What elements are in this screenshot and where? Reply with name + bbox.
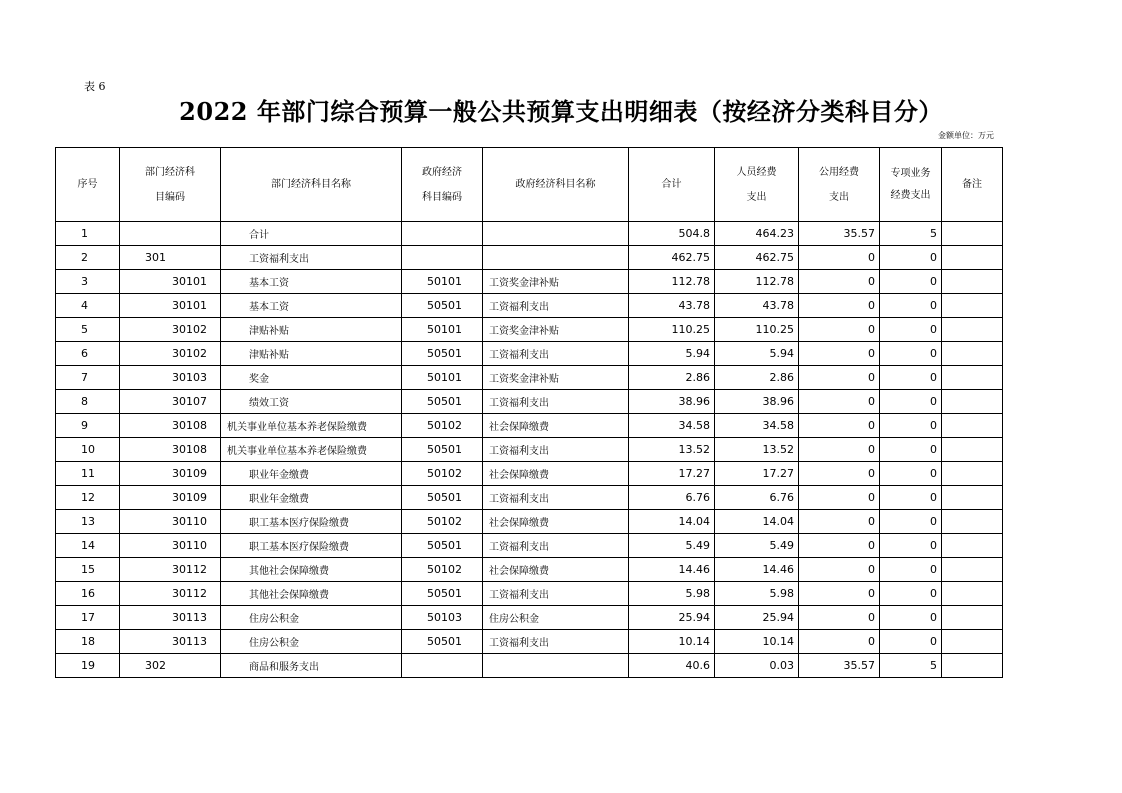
cell-gov-name bbox=[483, 246, 629, 270]
expenditure-table bbox=[55, 147, 1003, 678]
cell-gov-name: 社会保障缴费 bbox=[483, 462, 629, 486]
cell-public: 0 bbox=[799, 558, 880, 582]
cell-dept-code: 30110 bbox=[120, 534, 221, 558]
cell-gov-name: 工资福利支出 bbox=[483, 534, 629, 558]
cell-remark bbox=[942, 342, 1003, 366]
cell-remark bbox=[942, 558, 1003, 582]
page-title: 2022 年部门综合预算一般公共预算支出明细表（按经济分类科目分） bbox=[179, 97, 943, 126]
cell-personnel: 34.58 bbox=[715, 414, 799, 438]
cell-remark bbox=[942, 270, 1003, 294]
cell-gov-code: 50501 bbox=[402, 294, 483, 318]
cell-public: 0 bbox=[799, 438, 880, 462]
cell-gov-name: 工资奖金津补贴 bbox=[483, 366, 629, 390]
cell-special: 0 bbox=[880, 438, 942, 462]
cell-gov-name: 工资福利支出 bbox=[483, 486, 629, 510]
cell-gov-name: 工资福利支出 bbox=[483, 342, 629, 366]
cell-public: 0 bbox=[799, 246, 880, 270]
cell-gov-code: 50501 bbox=[402, 486, 483, 510]
cell-gov-name bbox=[483, 654, 629, 678]
cell-dept-name: 商品和服务支出 bbox=[221, 654, 402, 678]
cell-seq: 19 bbox=[56, 654, 120, 678]
header-dept-code: 部门经济科目编码 bbox=[120, 148, 221, 222]
cell-total: 25.94 bbox=[629, 606, 715, 630]
cell-special: 0 bbox=[880, 582, 942, 606]
cell-special: 0 bbox=[880, 606, 942, 630]
cell-dept-code bbox=[120, 222, 221, 246]
cell-total: 504.8 bbox=[629, 222, 715, 246]
cell-public: 0 bbox=[799, 486, 880, 510]
table-row bbox=[56, 294, 1003, 318]
table-row bbox=[56, 318, 1003, 342]
cell-personnel: 14.46 bbox=[715, 558, 799, 582]
cell-public: 35.57 bbox=[799, 222, 880, 246]
cell-remark bbox=[942, 414, 1003, 438]
cell-personnel: 10.14 bbox=[715, 630, 799, 654]
cell-dept-name: 津贴补贴 bbox=[221, 342, 402, 366]
cell-special: 0 bbox=[880, 294, 942, 318]
cell-dept-name: 住房公积金 bbox=[221, 606, 402, 630]
cell-remark bbox=[942, 222, 1003, 246]
cell-seq: 12 bbox=[56, 486, 120, 510]
cell-gov-code: 50501 bbox=[402, 582, 483, 606]
header-gov-code: 政府经济科目编码 bbox=[402, 148, 483, 222]
table-row bbox=[56, 390, 1003, 414]
cell-special: 0 bbox=[880, 462, 942, 486]
cell-remark bbox=[942, 462, 1003, 486]
cell-dept-name: 职工基本医疗保险缴费 bbox=[221, 510, 402, 534]
cell-dept-name: 住房公积金 bbox=[221, 630, 402, 654]
cell-gov-code: 50102 bbox=[402, 414, 483, 438]
cell-special: 0 bbox=[880, 270, 942, 294]
cell-total: 2.86 bbox=[629, 366, 715, 390]
cell-dept-name: 职业年金缴费 bbox=[221, 486, 402, 510]
cell-dept-code: 30101 bbox=[120, 294, 221, 318]
cell-remark bbox=[942, 294, 1003, 318]
table-header bbox=[56, 148, 1003, 222]
cell-seq: 3 bbox=[56, 270, 120, 294]
cell-seq: 6 bbox=[56, 342, 120, 366]
header-gov-name: 政府经济科目名称 bbox=[483, 148, 629, 222]
cell-total: 5.49 bbox=[629, 534, 715, 558]
table-row bbox=[56, 342, 1003, 366]
cell-seq: 5 bbox=[56, 318, 120, 342]
table-row bbox=[56, 222, 1003, 246]
cell-gov-code: 50501 bbox=[402, 390, 483, 414]
cell-dept-name: 其他社会保障缴费 bbox=[221, 558, 402, 582]
cell-gov-code bbox=[402, 654, 483, 678]
cell-seq: 10 bbox=[56, 438, 120, 462]
cell-gov-name: 工资福利支出 bbox=[483, 582, 629, 606]
cell-personnel: 6.76 bbox=[715, 486, 799, 510]
cell-total: 10.14 bbox=[629, 630, 715, 654]
cell-gov-code: 50102 bbox=[402, 462, 483, 486]
cell-special: 0 bbox=[880, 366, 942, 390]
table-row bbox=[56, 534, 1003, 558]
cell-dept-code: 301 bbox=[120, 246, 221, 270]
table-row bbox=[56, 246, 1003, 270]
cell-remark bbox=[942, 534, 1003, 558]
cell-dept-name: 职工基本医疗保险缴费 bbox=[221, 534, 402, 558]
cell-personnel: 38.96 bbox=[715, 390, 799, 414]
cell-public: 0 bbox=[799, 606, 880, 630]
cell-total: 112.78 bbox=[629, 270, 715, 294]
cell-personnel: 464.23 bbox=[715, 222, 799, 246]
cell-gov-code: 50103 bbox=[402, 606, 483, 630]
cell-personnel: 112.78 bbox=[715, 270, 799, 294]
cell-public: 0 bbox=[799, 462, 880, 486]
cell-dept-code: 30112 bbox=[120, 582, 221, 606]
cell-dept-code: 302 bbox=[120, 654, 221, 678]
cell-public: 0 bbox=[799, 630, 880, 654]
cell-gov-name: 工资福利支出 bbox=[483, 390, 629, 414]
cell-special: 0 bbox=[880, 318, 942, 342]
cell-total: 43.78 bbox=[629, 294, 715, 318]
cell-total: 14.46 bbox=[629, 558, 715, 582]
cell-dept-code: 30113 bbox=[120, 630, 221, 654]
cell-personnel: 5.49 bbox=[715, 534, 799, 558]
cell-personnel: 5.98 bbox=[715, 582, 799, 606]
cell-gov-code: 50501 bbox=[402, 342, 483, 366]
cell-public: 35.57 bbox=[799, 654, 880, 678]
cell-public: 0 bbox=[799, 414, 880, 438]
cell-public: 0 bbox=[799, 510, 880, 534]
cell-seq: 2 bbox=[56, 246, 120, 270]
cell-public: 0 bbox=[799, 366, 880, 390]
cell-gov-code: 50101 bbox=[402, 366, 483, 390]
cell-gov-code bbox=[402, 246, 483, 270]
header-personnel: 人员经费支出 bbox=[715, 148, 799, 222]
cell-special: 0 bbox=[880, 390, 942, 414]
cell-total: 6.76 bbox=[629, 486, 715, 510]
cell-seq: 9 bbox=[56, 414, 120, 438]
cell-gov-name: 工资福利支出 bbox=[483, 294, 629, 318]
cell-dept-code: 30102 bbox=[120, 318, 221, 342]
cell-seq: 18 bbox=[56, 630, 120, 654]
cell-total: 5.98 bbox=[629, 582, 715, 606]
cell-special: 5 bbox=[880, 654, 942, 678]
cell-public: 0 bbox=[799, 318, 880, 342]
cell-gov-name: 工资福利支出 bbox=[483, 630, 629, 654]
header-dept-name: 部门经济科目名称 bbox=[221, 148, 402, 222]
cell-public: 0 bbox=[799, 270, 880, 294]
table-row bbox=[56, 462, 1003, 486]
cell-gov-code: 50101 bbox=[402, 270, 483, 294]
cell-seq: 1 bbox=[56, 222, 120, 246]
table-row bbox=[56, 582, 1003, 606]
cell-dept-name: 职业年金缴费 bbox=[221, 462, 402, 486]
cell-gov-code: 50501 bbox=[402, 534, 483, 558]
cell-special: 0 bbox=[880, 246, 942, 270]
cell-dept-code: 30108 bbox=[120, 438, 221, 462]
cell-seq: 14 bbox=[56, 534, 120, 558]
cell-total: 17.27 bbox=[629, 462, 715, 486]
header-remark: 备注 bbox=[942, 148, 1003, 222]
cell-dept-name: 工资福利支出 bbox=[221, 246, 402, 270]
cell-public: 0 bbox=[799, 534, 880, 558]
cell-public: 0 bbox=[799, 582, 880, 606]
cell-public: 0 bbox=[799, 294, 880, 318]
cell-special: 0 bbox=[880, 558, 942, 582]
cell-dept-name: 基本工资 bbox=[221, 294, 402, 318]
cell-gov-code bbox=[402, 222, 483, 246]
cell-gov-name bbox=[483, 222, 629, 246]
cell-gov-code: 50101 bbox=[402, 318, 483, 342]
cell-personnel: 0.03 bbox=[715, 654, 799, 678]
cell-personnel: 14.04 bbox=[715, 510, 799, 534]
cell-seq: 13 bbox=[56, 510, 120, 534]
cell-gov-name: 社会保障缴费 bbox=[483, 510, 629, 534]
header-total: 合计 bbox=[629, 148, 715, 222]
cell-remark bbox=[942, 366, 1003, 390]
cell-personnel: 2.86 bbox=[715, 366, 799, 390]
header-public: 公用经费支出 bbox=[799, 148, 880, 222]
cell-dept-name: 奖金 bbox=[221, 366, 402, 390]
cell-dept-name: 机关事业单位基本养老保险缴费 bbox=[221, 414, 402, 438]
cell-total: 13.52 bbox=[629, 438, 715, 462]
cell-gov-name: 社会保障缴费 bbox=[483, 414, 629, 438]
cell-seq: 11 bbox=[56, 462, 120, 486]
cell-dept-code: 30110 bbox=[120, 510, 221, 534]
cell-dept-code: 30113 bbox=[120, 606, 221, 630]
cell-special: 0 bbox=[880, 486, 942, 510]
cell-personnel: 13.52 bbox=[715, 438, 799, 462]
cell-personnel: 25.94 bbox=[715, 606, 799, 630]
unit-label: 金额单位：万元 bbox=[938, 131, 994, 140]
cell-dept-name: 合计 bbox=[221, 222, 402, 246]
cell-gov-name: 社会保障缴费 bbox=[483, 558, 629, 582]
cell-personnel: 17.27 bbox=[715, 462, 799, 486]
cell-gov-name: 工资奖金津补贴 bbox=[483, 318, 629, 342]
cell-dept-code: 30101 bbox=[120, 270, 221, 294]
cell-gov-code: 50501 bbox=[402, 438, 483, 462]
table-row bbox=[56, 606, 1003, 630]
cell-special: 0 bbox=[880, 510, 942, 534]
cell-dept-code: 30103 bbox=[120, 366, 221, 390]
table-row bbox=[56, 654, 1003, 678]
cell-personnel: 462.75 bbox=[715, 246, 799, 270]
cell-gov-code: 50102 bbox=[402, 510, 483, 534]
cell-dept-code: 30107 bbox=[120, 390, 221, 414]
table-number: 表 6 bbox=[84, 80, 106, 93]
cell-seq: 17 bbox=[56, 606, 120, 630]
cell-dept-name: 基本工资 bbox=[221, 270, 402, 294]
cell-remark bbox=[942, 438, 1003, 462]
cell-personnel: 5.94 bbox=[715, 342, 799, 366]
cell-dept-code: 30109 bbox=[120, 462, 221, 486]
cell-personnel: 110.25 bbox=[715, 318, 799, 342]
table-row bbox=[56, 414, 1003, 438]
table-row bbox=[56, 558, 1003, 582]
cell-dept-name: 其他社会保障缴费 bbox=[221, 582, 402, 606]
cell-gov-name: 住房公积金 bbox=[483, 606, 629, 630]
cell-personnel: 43.78 bbox=[715, 294, 799, 318]
cell-total: 110.25 bbox=[629, 318, 715, 342]
cell-total: 40.6 bbox=[629, 654, 715, 678]
header-seq: 序号 bbox=[56, 148, 120, 222]
cell-dept-name: 绩效工资 bbox=[221, 390, 402, 414]
cell-seq: 8 bbox=[56, 390, 120, 414]
cell-remark bbox=[942, 246, 1003, 270]
table-row bbox=[56, 270, 1003, 294]
table-body bbox=[56, 222, 1003, 678]
cell-remark bbox=[942, 630, 1003, 654]
cell-remark bbox=[942, 510, 1003, 534]
cell-dept-code: 30108 bbox=[120, 414, 221, 438]
table-row bbox=[56, 630, 1003, 654]
cell-remark bbox=[942, 486, 1003, 510]
cell-public: 0 bbox=[799, 342, 880, 366]
cell-dept-name: 机关事业单位基本养老保险缴费 bbox=[221, 438, 402, 462]
cell-remark bbox=[942, 606, 1003, 630]
cell-gov-name: 工资奖金津补贴 bbox=[483, 270, 629, 294]
table-row bbox=[56, 486, 1003, 510]
cell-special: 0 bbox=[880, 534, 942, 558]
cell-gov-code: 50501 bbox=[402, 630, 483, 654]
header-special: 专项业务经费支出 bbox=[880, 148, 942, 222]
cell-seq: 7 bbox=[56, 366, 120, 390]
cell-seq: 16 bbox=[56, 582, 120, 606]
table-row bbox=[56, 438, 1003, 462]
cell-gov-code: 50102 bbox=[402, 558, 483, 582]
cell-total: 462.75 bbox=[629, 246, 715, 270]
cell-special: 5 bbox=[880, 222, 942, 246]
cell-seq: 4 bbox=[56, 294, 120, 318]
cell-dept-name: 津贴补贴 bbox=[221, 318, 402, 342]
cell-remark bbox=[942, 390, 1003, 414]
cell-special: 0 bbox=[880, 630, 942, 654]
cell-total: 14.04 bbox=[629, 510, 715, 534]
cell-special: 0 bbox=[880, 414, 942, 438]
table-row bbox=[56, 366, 1003, 390]
cell-special: 0 bbox=[880, 342, 942, 366]
cell-remark bbox=[942, 318, 1003, 342]
cell-total: 34.58 bbox=[629, 414, 715, 438]
cell-dept-code: 30102 bbox=[120, 342, 221, 366]
cell-public: 0 bbox=[799, 390, 880, 414]
cell-dept-code: 30112 bbox=[120, 558, 221, 582]
cell-remark bbox=[942, 654, 1003, 678]
cell-seq: 15 bbox=[56, 558, 120, 582]
cell-dept-code: 30109 bbox=[120, 486, 221, 510]
cell-total: 5.94 bbox=[629, 342, 715, 366]
table-row bbox=[56, 510, 1003, 534]
cell-total: 38.96 bbox=[629, 390, 715, 414]
cell-gov-name: 工资福利支出 bbox=[483, 438, 629, 462]
cell-remark bbox=[942, 582, 1003, 606]
